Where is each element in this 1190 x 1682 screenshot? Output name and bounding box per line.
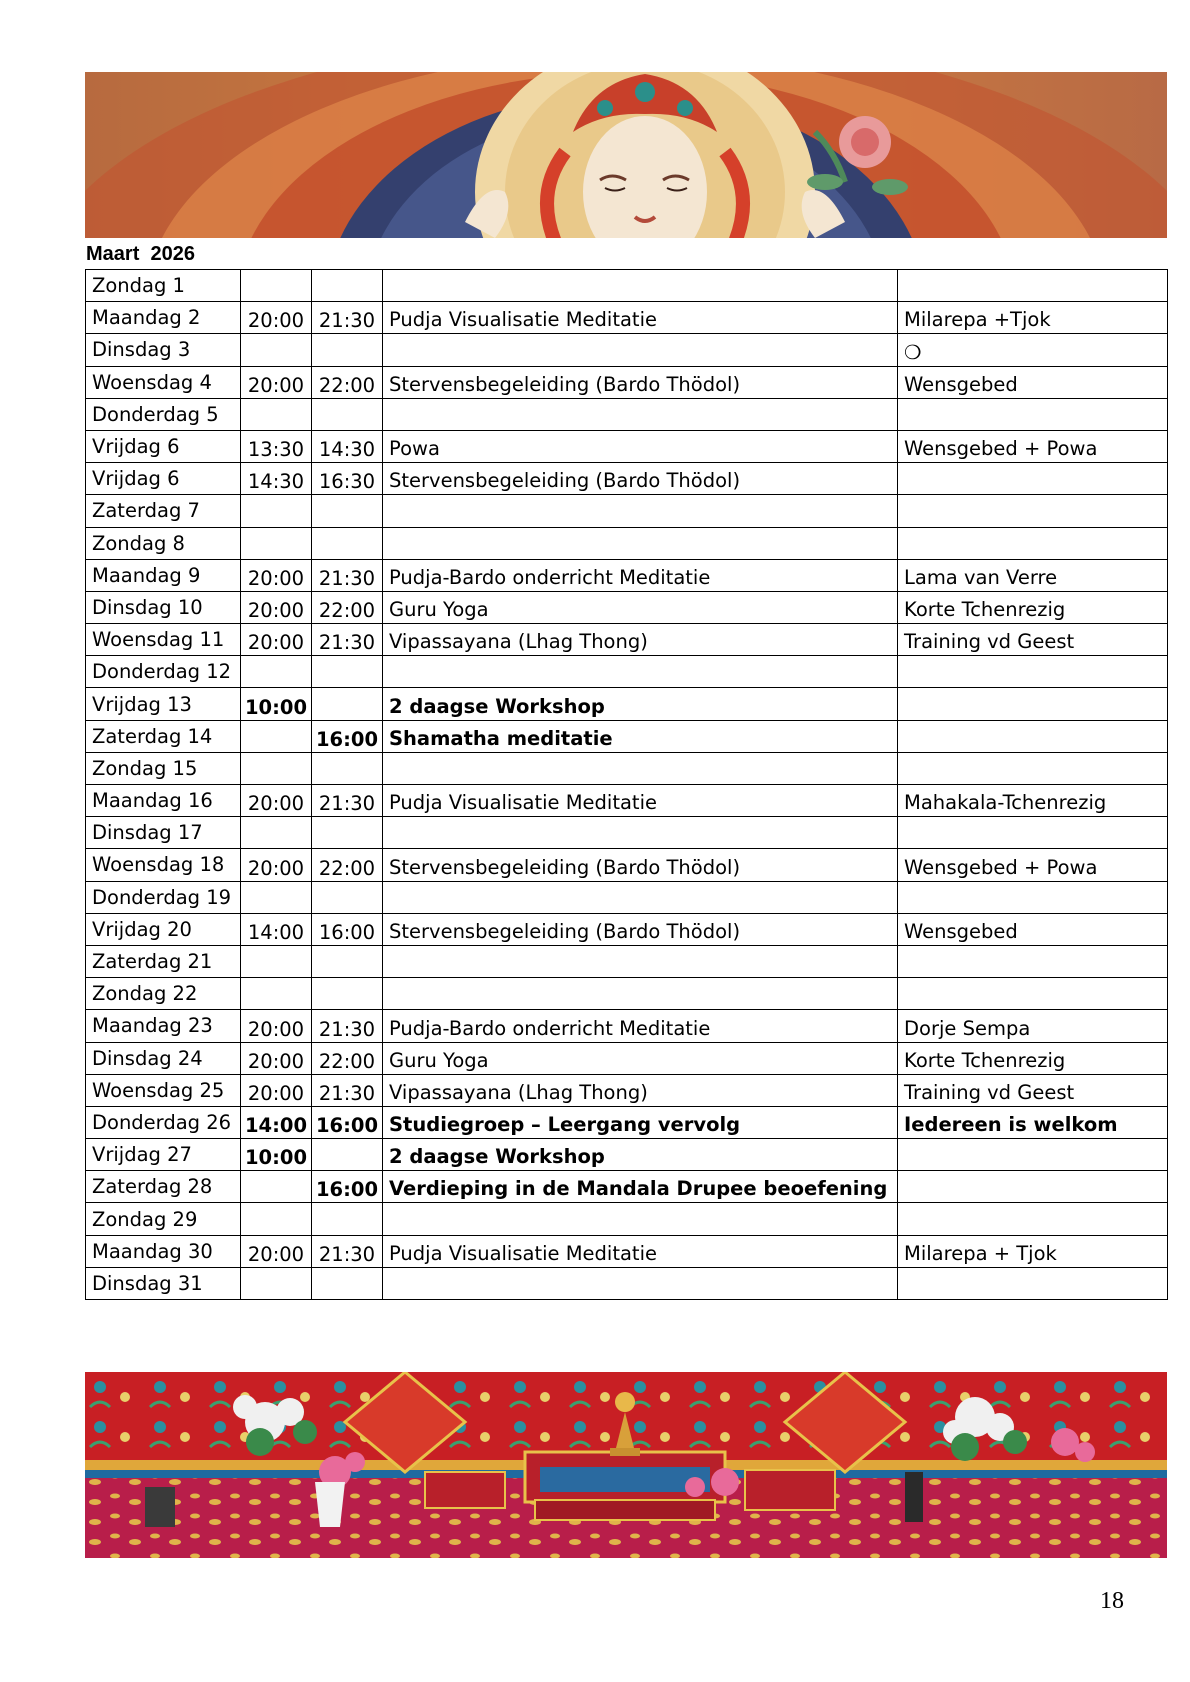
day-cell: Zondag 15 [86, 752, 241, 784]
note-cell [898, 945, 1168, 977]
table-row [86, 849, 1168, 881]
note-cell [898, 656, 1168, 688]
day-cell: Woensdag 4 [86, 366, 241, 398]
start-time-cell: 20:00 [241, 366, 312, 398]
activity-cell: Vipassayana (Lhag Thong) [383, 624, 898, 656]
day-cell: Zaterdag 7 [86, 495, 241, 527]
day-cell: Dinsdag 17 [86, 817, 241, 849]
end-time-cell: 21:30 [312, 1010, 383, 1042]
day-cell: Maandag 23 [86, 1010, 241, 1042]
table-row [86, 1074, 1168, 1106]
end-time-cell [312, 527, 383, 559]
day-cell: Donderdag 12 [86, 656, 241, 688]
end-time-cell: 21:30 [312, 559, 383, 591]
table-row [86, 624, 1168, 656]
note-cell: Training vd Geest [898, 1074, 1168, 1106]
end-time-cell [312, 1139, 383, 1171]
start-time-cell [241, 398, 312, 430]
note-cell [898, 1139, 1168, 1171]
table-row [86, 1203, 1168, 1235]
end-time-cell: 21:30 [312, 624, 383, 656]
start-time-cell: 14:30 [241, 463, 312, 495]
end-time-cell [312, 752, 383, 784]
table-row [86, 656, 1168, 688]
thangka-banner-image [85, 72, 1167, 238]
activity-cell: Shamatha meditatie [383, 720, 898, 752]
start-time-cell: 20:00 [241, 785, 312, 817]
day-cell: Woensdag 18 [86, 849, 241, 881]
start-time-cell: 20:00 [241, 849, 312, 881]
end-time-cell: 21:30 [312, 785, 383, 817]
start-time-cell: 20:00 [241, 302, 312, 334]
day-cell: Donderdag 26 [86, 1106, 241, 1138]
activity-cell: Pudja-Bardo onderricht Meditatie [383, 1010, 898, 1042]
end-time-cell [312, 945, 383, 977]
end-time-cell [312, 1267, 383, 1299]
table-row [86, 1235, 1168, 1267]
day-cell: Dinsdag 10 [86, 591, 241, 623]
day-cell: Zaterdag 28 [86, 1171, 241, 1203]
note-cell: Lama van Verre [898, 559, 1168, 591]
end-time-cell: 21:30 [312, 302, 383, 334]
end-time-cell: 16:00 [312, 1171, 383, 1203]
note-cell: Korte Tchenrezig [898, 1042, 1168, 1074]
day-cell: Vrijdag 27 [86, 1139, 241, 1171]
day-cell: Zondag 1 [86, 270, 241, 302]
end-time-cell [312, 398, 383, 430]
activity-cell: Pudja Visualisatie Meditatie [383, 302, 898, 334]
activity-cell: Pudja-Bardo onderricht Meditatie [383, 559, 898, 591]
note-cell: Milarepa +Tjok [898, 302, 1168, 334]
table-row [86, 688, 1168, 720]
start-time-cell: 13:30 [241, 430, 312, 462]
start-time-cell: 14:00 [241, 913, 312, 945]
start-time-cell: 20:00 [241, 1042, 312, 1074]
day-cell: Maandag 16 [86, 785, 241, 817]
end-time-cell [312, 270, 383, 302]
start-time-cell [241, 270, 312, 302]
end-time-cell [312, 978, 383, 1010]
activity-cell: Pudja Visualisatie Meditatie [383, 785, 898, 817]
note-cell [898, 978, 1168, 1010]
day-cell: Vrijdag 13 [86, 688, 241, 720]
activity-cell [383, 817, 898, 849]
day-cell: Donderdag 5 [86, 398, 241, 430]
table-row [86, 720, 1168, 752]
activity-cell [383, 495, 898, 527]
agenda-table [85, 269, 1168, 1300]
end-time-cell: 21:30 [312, 1074, 383, 1106]
table-row [86, 817, 1168, 849]
note-cell: Milarepa + Tjok [898, 1235, 1168, 1267]
start-time-cell: 10:00 [241, 1139, 312, 1171]
end-time-cell [312, 1203, 383, 1235]
note-cell: ❍ [898, 334, 1168, 366]
note-cell [898, 720, 1168, 752]
activity-cell: Powa [383, 430, 898, 462]
activity-cell [383, 1267, 898, 1299]
start-time-cell [241, 945, 312, 977]
end-time-cell: 16:00 [312, 720, 383, 752]
table-row [86, 978, 1168, 1010]
table-row [86, 366, 1168, 398]
start-time-cell [241, 720, 312, 752]
end-time-cell [312, 688, 383, 720]
table-row [86, 334, 1168, 366]
activity-cell: Stervensbegeleiding (Bardo Thödol) [383, 913, 898, 945]
day-cell: Vrijdag 20 [86, 913, 241, 945]
start-time-cell: 20:00 [241, 624, 312, 656]
table-row [86, 1106, 1168, 1138]
activity-cell: Studiegroep – Leergang vervolg [383, 1106, 898, 1138]
note-cell [898, 463, 1168, 495]
note-cell [898, 752, 1168, 784]
note-cell [898, 527, 1168, 559]
table-row [86, 785, 1168, 817]
note-cell [898, 817, 1168, 849]
start-time-cell [241, 334, 312, 366]
day-cell: Zondag 8 [86, 527, 241, 559]
note-cell [898, 270, 1168, 302]
table-row [86, 1139, 1168, 1171]
day-cell: Zondag 29 [86, 1203, 241, 1235]
table-row [86, 913, 1168, 945]
day-cell: Maandag 30 [86, 1235, 241, 1267]
note-cell: Iedereen is welkom [898, 1106, 1168, 1138]
table-row [86, 1010, 1168, 1042]
day-cell: Dinsdag 31 [86, 1267, 241, 1299]
end-time-cell [312, 817, 383, 849]
table-row [86, 463, 1168, 495]
start-time-cell [241, 495, 312, 527]
end-time-cell: 22:00 [312, 1042, 383, 1074]
table-row [86, 527, 1168, 559]
day-cell: Dinsdag 24 [86, 1042, 241, 1074]
activity-cell: Vipassayana (Lhag Thong) [383, 1074, 898, 1106]
note-cell: Wensgebed [898, 913, 1168, 945]
day-cell: Maandag 9 [86, 559, 241, 591]
day-cell: Woensdag 11 [86, 624, 241, 656]
table-row [86, 559, 1168, 591]
activity-cell: 2 daagse Workshop [383, 1139, 898, 1171]
start-time-cell [241, 1203, 312, 1235]
start-time-cell: 10:00 [241, 688, 312, 720]
activity-cell [383, 881, 898, 913]
end-time-cell: 16:00 [312, 913, 383, 945]
table-row [86, 881, 1168, 913]
temple-altar-image [85, 1372, 1167, 1558]
activity-cell [383, 1203, 898, 1235]
note-cell: Korte Tchenrezig [898, 591, 1168, 623]
activity-cell: Guru Yoga [383, 1042, 898, 1074]
day-cell: Zaterdag 14 [86, 720, 241, 752]
day-cell: Maandag 2 [86, 302, 241, 334]
activity-cell: Stervensbegeleiding (Bardo Thödol) [383, 463, 898, 495]
activity-cell [383, 527, 898, 559]
table-row [86, 1171, 1168, 1203]
activity-cell [383, 752, 898, 784]
end-time-cell: 22:00 [312, 849, 383, 881]
table-row [86, 398, 1168, 430]
activity-cell: Verdieping in de Mandala Drupee beoefening [383, 1171, 898, 1203]
table-row [86, 591, 1168, 623]
activity-cell [383, 334, 898, 366]
start-time-cell [241, 527, 312, 559]
start-time-cell [241, 656, 312, 688]
end-time-cell: 21:30 [312, 1235, 383, 1267]
table-row [86, 302, 1168, 334]
end-time-cell: 22:00 [312, 591, 383, 623]
table-row [86, 945, 1168, 977]
table-row [86, 430, 1168, 462]
start-time-cell: 20:00 [241, 1235, 312, 1267]
day-cell: Vrijdag 6 [86, 463, 241, 495]
day-cell: Woensdag 25 [86, 1074, 241, 1106]
start-time-cell [241, 817, 312, 849]
activity-cell [383, 656, 898, 688]
table-row [86, 1042, 1168, 1074]
note-cell [898, 881, 1168, 913]
day-cell: Zaterdag 21 [86, 945, 241, 977]
day-cell: Vrijdag 6 [86, 430, 241, 462]
note-cell [898, 398, 1168, 430]
end-time-cell [312, 495, 383, 527]
activity-cell [383, 978, 898, 1010]
start-time-cell [241, 1267, 312, 1299]
end-time-cell: 22:00 [312, 366, 383, 398]
day-cell: Donderdag 19 [86, 881, 241, 913]
start-time-cell [241, 1171, 312, 1203]
activity-cell: 2 daagse Workshop [383, 688, 898, 720]
start-time-cell [241, 881, 312, 913]
start-time-cell: 20:00 [241, 1074, 312, 1106]
start-time-cell [241, 752, 312, 784]
end-time-cell: 16:00 [312, 1106, 383, 1138]
end-time-cell: 14:30 [312, 430, 383, 462]
day-cell: Zondag 22 [86, 978, 241, 1010]
note-cell: Mahakala-Tchenrezig [898, 785, 1168, 817]
note-cell: Wensgebed [898, 366, 1168, 398]
start-time-cell: 20:00 [241, 1010, 312, 1042]
activity-cell [383, 398, 898, 430]
start-time-cell: 20:00 [241, 591, 312, 623]
activity-cell: Stervensbegeleiding (Bardo Thödol) [383, 849, 898, 881]
note-cell: Wensgebed + Powa [898, 849, 1168, 881]
day-cell: Dinsdag 3 [86, 334, 241, 366]
table-row [86, 495, 1168, 527]
activity-cell [383, 945, 898, 977]
table-row [86, 1267, 1168, 1299]
table-row [86, 752, 1168, 784]
note-cell [898, 1171, 1168, 1203]
month-title: Maart 2026 [86, 243, 195, 265]
start-time-cell [241, 978, 312, 1010]
table-row [86, 270, 1168, 302]
end-time-cell [312, 656, 383, 688]
note-cell [898, 1267, 1168, 1299]
note-cell [898, 1203, 1168, 1235]
note-cell [898, 688, 1168, 720]
note-cell [898, 495, 1168, 527]
end-time-cell [312, 334, 383, 366]
note-cell: Training vd Geest [898, 624, 1168, 656]
page-number: 18 [1100, 1588, 1124, 1614]
activity-cell: Stervensbegeleiding (Bardo Thödol) [383, 366, 898, 398]
end-time-cell [312, 881, 383, 913]
activity-cell: Pudja Visualisatie Meditatie [383, 1235, 898, 1267]
start-time-cell: 20:00 [241, 559, 312, 591]
start-time-cell: 14:00 [241, 1106, 312, 1138]
activity-cell [383, 270, 898, 302]
note-cell: Dorje Sempa [898, 1010, 1168, 1042]
note-cell: Wensgebed + Powa [898, 430, 1168, 462]
end-time-cell: 16:30 [312, 463, 383, 495]
activity-cell: Guru Yoga [383, 591, 898, 623]
